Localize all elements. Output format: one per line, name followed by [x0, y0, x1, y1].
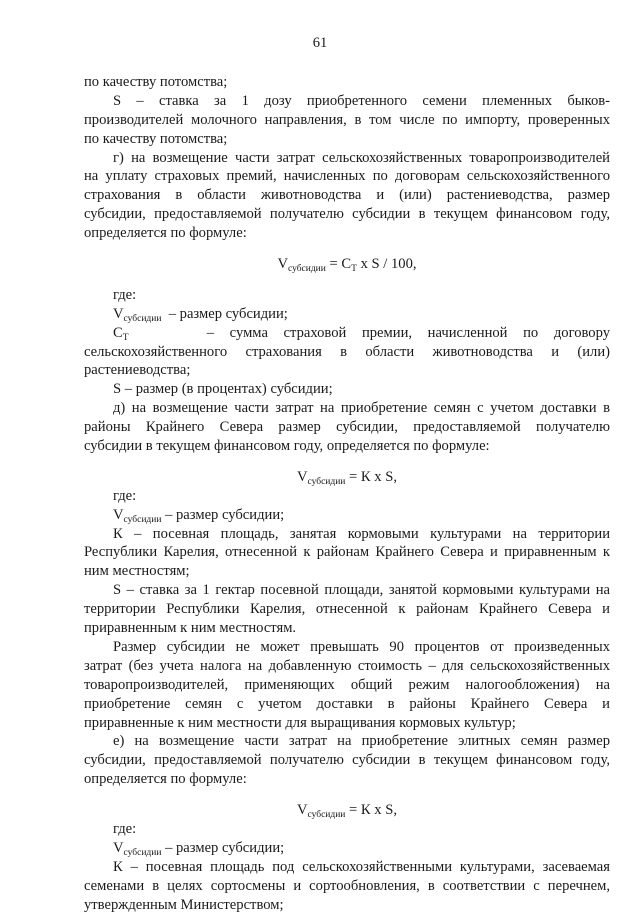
text-line: приравненным к ним местностям. [84, 620, 297, 637]
text-line: субсидии, предоставляемой получателю субсидии в текущем финансовом году, [84, 752, 610, 769]
text-line: ним местностям; [84, 563, 190, 580]
text-line: е) на возмещение части затрат на приобретение элитных семян размер [113, 733, 610, 750]
text-line: К – посевная площадь под сельскохозяйственными культурами, засеваемая [113, 858, 610, 875]
definition-line: $V_{субсидии}$ – размер субсидии; [113, 506, 285, 525]
text-line: территории Республики Карелия, отнесенной к районам Крайнего Севера и [84, 601, 610, 618]
text-line: где: [113, 820, 137, 837]
text-line: определяется по формуле: [84, 225, 247, 242]
text-line: S – ставка за 1 дозу приобретенного семени племенных быков- [113, 92, 610, 109]
text-line: утвержденным Министерством; [84, 896, 284, 913]
definition-line: $V_{субсидии}$ – размер субсидии; [113, 305, 288, 324]
definition-line: $V_{субсидии}$ – размер субсидии; [113, 839, 285, 858]
text-line: товаропроизводителей, применяющих общий режим налогообложения) на [84, 676, 610, 693]
text-line: растениеводства; [84, 362, 191, 379]
text-line: Республики Карелия, отнесенной к районам Крайнего Севера и приравненным к [84, 544, 610, 561]
text-line: на уплату страховых премий, начисленных по договорам сельскохозяйственного [84, 168, 610, 185]
formula-seeds-north-subsidy: $V_{субсидии} = К$ x S, [296, 468, 398, 487]
text-line: где: [113, 487, 137, 504]
document-body [84, 73, 610, 914]
text-line: районы Крайнего Севера размер субсидии, предоставляемой получателю [84, 419, 610, 436]
text-line: г) на возмещение части затрат сельскохозяйственных товаропроизводителей [113, 149, 610, 166]
text-line: приобретение семян с учетом доставки в районы Крайнего Севера и [84, 695, 610, 712]
text-line: производителей молочного направления, в том числе по импорту, проверенных [84, 111, 610, 128]
text-line: субсидии, предоставляемой получателю субсидии в текущем финансовом году, [84, 206, 610, 223]
text-line: приравненные к ним местности для выращивания кормовых культур; [84, 714, 516, 731]
definition-line: $С_Т$ – сумма страховой премии, начисленной по договору [113, 324, 610, 343]
text-line: затрат (без учета налога на добавленную стоимость – для сельскохозяйственных [84, 657, 610, 674]
text-line: страхования в области животноводства и (или) растениеводства, размер [84, 187, 610, 204]
text-line: определяется по формуле: [84, 771, 247, 788]
text-line: по качеству потомства; [84, 74, 228, 90]
text-line: S – ставка за 1 гектар посевной площади, занятой кормовыми культурами на [113, 582, 610, 599]
text-line: д) на возмещение части затрат на приобретение семян с учетом доставки в [113, 400, 610, 417]
text-line: Размер субсидии не может превышать 90 процентов от произведенных [113, 638, 610, 655]
text-line: S – размер (в процентах) субсидии; [113, 381, 333, 398]
page-number: 61 [312, 35, 328, 51]
text-line: субсидии в текущем финансовом году, определяется по формуле: [84, 438, 490, 455]
formula-insurance-subsidy: $V_{субсидии} = C_T$ x S / 100, [277, 256, 417, 275]
text-line: сельскохозяйственного страхования в области животноводства и (или) [84, 343, 610, 360]
formula-elite-seeds-subsidy: $V_{субсидии} = К$ x S, [296, 802, 398, 821]
text-line: К – посевная площадь, занятая кормовыми культурами на территории [113, 525, 610, 542]
text-line: семенами в целях сортосмены и сортообновления, в соответствии с перечнем, [84, 877, 610, 894]
text-line: по качеству потомства; [84, 130, 228, 147]
text-line: где: [113, 286, 137, 303]
